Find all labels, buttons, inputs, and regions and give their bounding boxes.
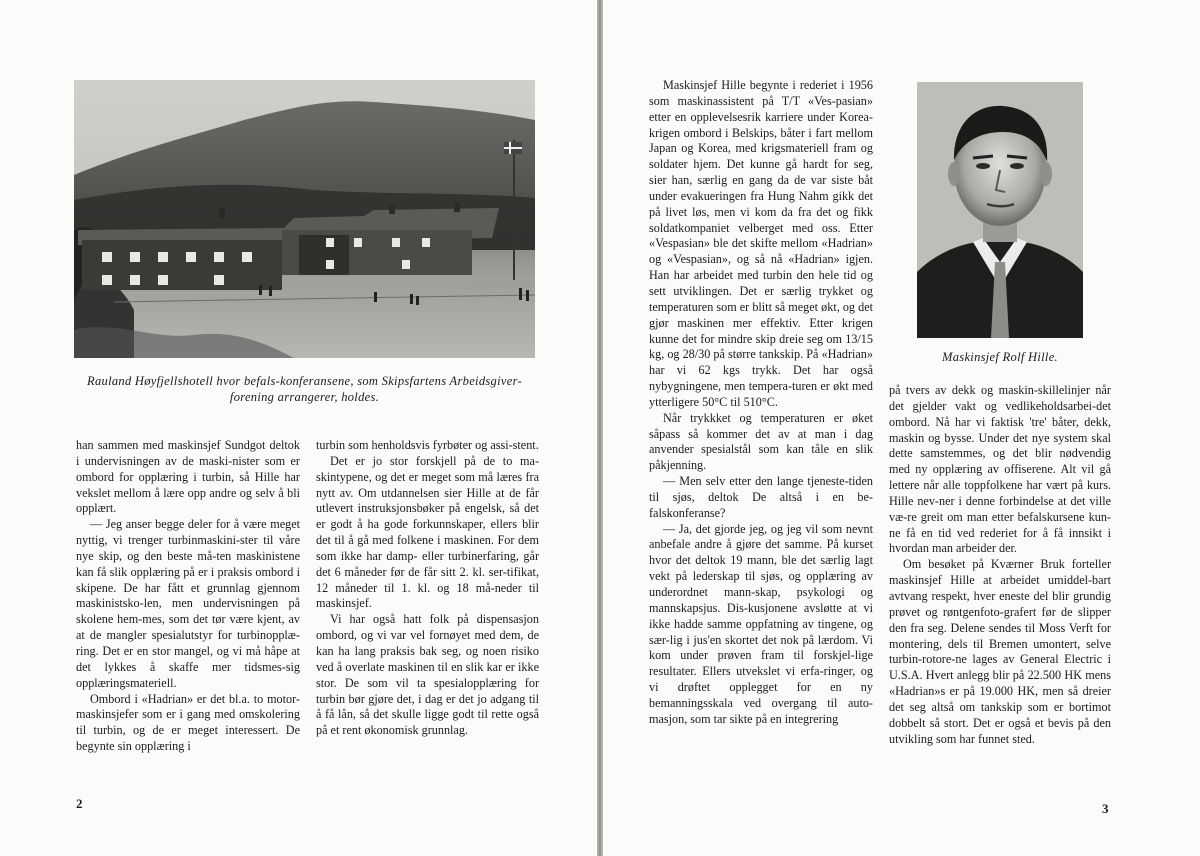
paragraph: — Men selv etter den lange tjeneste-tiden til sjøs, deltok De altså i en be-falskonferanse? (649, 474, 873, 520)
left-column-1 (76, 438, 300, 755)
right-column-2 (889, 383, 1111, 747)
paragraph: Når trykkket og temperaturen er øket såpass så kommer det av at man i dag anvender spesialstål som kan tåle en slik påkjenning. (649, 410, 873, 473)
paragraph: — Jeg anser begge deler for å være meget nyttig, vi trenger turbinmaskini-ster til våre nye skip, og den beste må-ten maskinistene kan få slik opplæring på er i praksis ombord i skipene. De har fått et grunnlag gjennom maskinistsko-len, men undervisningen på skolene hem-mes, som det tør være kjent, av at de mangler spesialutstyr for turbinopplæ-ring. Det er en stor mangel, og vi må håpe at det lykkes å skaffe mer tidsmes-sig opplæringsmateriell. (76, 517, 300, 690)
left-column-2 (316, 438, 539, 739)
hotel-photo-image (74, 80, 535, 358)
right-page (603, 0, 1200, 856)
paragraph: Ombord i «Hadrian» er det bl.a. to motor-maskinsjefer som er i gang med omskolering til turbin, og de er meget interessert. De begynte sin opplæring i (76, 691, 300, 754)
portrait-caption: Maskinsjef Rolf Hille. (942, 350, 1058, 364)
paragraph: Om besøket på Kværner Bruk forteller maskinsjef Hille at arbeidet umiddel-bart avtvang respekt, hver eneste del blir grundig prøvet og røntgenfoto-grafert før de slipper den fra seg. Delene sendes til Moss Verft for montering, dels til Bremen umontert, selve turbin-rotore-ne lages av General Electric i U.S.A. Hvert anlegg blir på 22.500 HK mens «Hadrian»s er på 19.000 HK, men så dreier det seg altså om tankskip som er bortimot dobbelt så stort. Det er også et bevis på den utvikling som har funnet sted. (889, 557, 1111, 746)
paragraph: på tvers av dekk og maskin-skillelinjer når det gjelder vakt og vedlikeholdsarbei-det ombord. Nå har vi faktisk 'tre' båter, dekk, maskin og bysse. Under det nye system skal dette samstemmes, og det blir nødvendig med ny opplæring av offiserene. Alt vil gå lettere når alle toppfolkene har vært på kurs. Hille nev-ner i denne forbindelse at det ville væ-re greit om man etter befalskursene kun-ne få en tid ved rederiet for å få innsikt i hvordan man arbeider der. (889, 383, 1111, 556)
paragraph: — Ja, det gjorde jeg, og jeg vil som nevnt anbefale andre å gjøre det samme. På kurset hvor det deltok 19 mann, ble det særlig lagt vekt på lederskap til sjøs, og opplæring av underordnet mann-skap, psykologi og mannskapsjus. Dis-kusjonene avsløtte at vi ikke hadde samme oppfatning av tingene, og sær-lig i jus'en skortet det nok på lærdom. Vi kom under prøven fram til forskjel-lige resultater. Ellers utvekslet vi erfa-ringer, og vi drøftet opplegget for en ny bemanningsskala ved overgang til auto-masjon, som tar sikte på en integrering (649, 521, 873, 726)
portrait-photo-image (917, 82, 1083, 338)
paragraph: Det er jo stor forskjell på de to ma-skintypene, og det er meget som må læres fra nytt av. Om utdannelsen sier Hille at de får utlevert instruksjonsbøker på engelsk, så det er godt å ha gode forkunnskaper, ellers blir det til å gå med folkene i maskinen. For dem som ikke har damp- eller turbinerfaring, går det 6 måneder før de får sitt 2. kl. ser-tifikat, 12 måneder til 1. kl. og 18 må-neder til maskinsjef. (316, 453, 539, 611)
photo-caption: Rauland Høyfjellshotell hvor befals-konferansene, som Skipsfartens Arbeidsgiver-forening arrangerer, holdes. (87, 374, 522, 404)
portrait-photo (917, 82, 1083, 338)
paragraph: Maskinsjef Hille begynte i rederiet i 1956 som maskinassistent på T/T «Ves-pasian» etter en opplevelsesrik karriere under Korea-krigen ombord i Belskips, båter i fart mellom Japan og Korea, med krigsmateriell fram og soldater hjem. Det kunne gå hardt for seg, sier han, særlig en gang da de var siste båt under evakueringen fra Hung Nahm gikk det på livet løs, men vi kom da fra det og fikk soldatkompaniet velberget med oss. Etter «Vespasian» ble det skifte mellom «Hadrian» og «Vespasian», og så nå «Hadrian» igjen. Han har arbeidet med turbin den hele tid og sett utviklingen. Det er særlig trykket og temperaturen som er blitt så meget økt, og det gjør maskinen mer effektiv. Etter krigen kunne det for mindre skip dreie seg om 13/15 kg, og 28/30 på større tankskip. På «Hadrian» har vi 62 kgs trykk. Det har også nybygningene, men tempera-turen er økt med ytterligere 50°C til 510°C. (649, 78, 873, 409)
right-column-1 (649, 78, 873, 728)
page-number: 2 (76, 796, 83, 811)
hotel-photo (74, 80, 535, 358)
paragraph: Vi har også hatt folk på dispensasjon ombord, og vi var vel fornøyet med dem, de kan ha lang praksis bak seg, og noen risiko ved å overlate maskinen til en slik kar er ikke stor. De som vil ta spesialopplæring for turbin bør gjøre det, i dag er det jo adgang til å få lån, så det skulle ligge godt til rette også på et rent økonomisk grunnlag. (316, 612, 539, 738)
paragraph: han sammen med maskinsjef Sundgot deltok i undervisningen av de maski-nister som er ombord for opplæring i turbin, så Hille har vekslet mellom å lære opp andre og selv å bli opplært. (76, 438, 300, 516)
left-page (0, 0, 597, 856)
page-number: 3 (1102, 801, 1109, 816)
paragraph: turbin som henholdsvis fyrbøter og assi-stent. (316, 438, 539, 452)
